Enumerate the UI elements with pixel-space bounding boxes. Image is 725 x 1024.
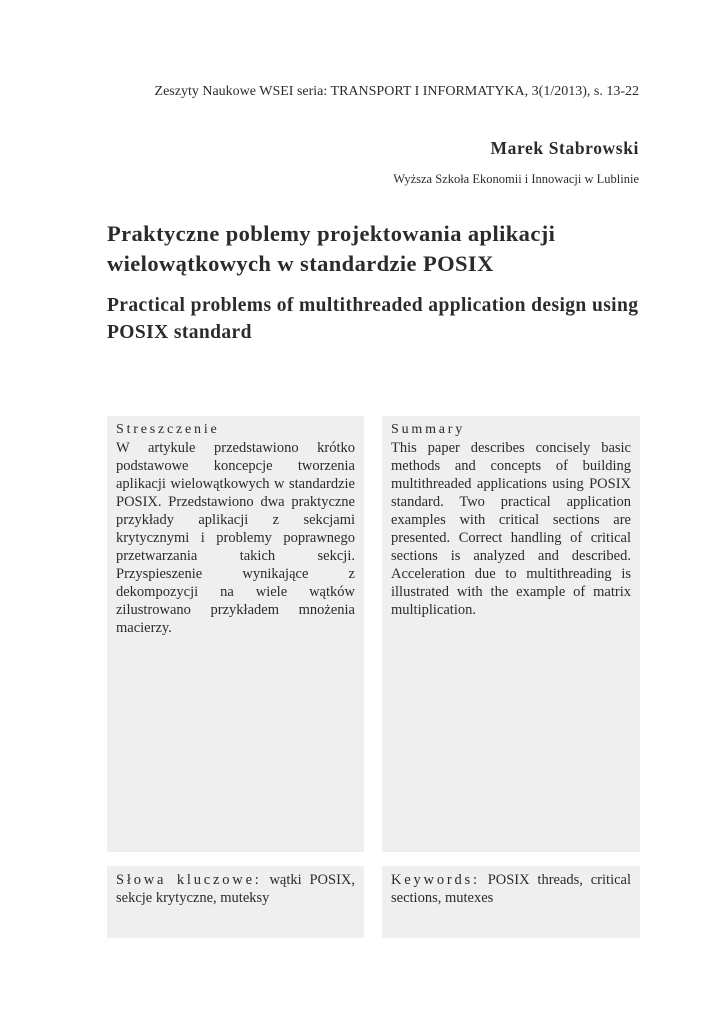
keywords-english-text: POSIX threads, critical sections, mutexes	[391, 872, 632, 906]
keywords-english-label: Keywords:	[391, 872, 480, 888]
abstract-english-text: This paper describes concisely basic methods and concepts of building multithreaded applications using POSIX standard. Two practical application examples with critical sections are presented. Correct handling of critical sections is analyzed and described. Acceleration due to multithreading is illustrated with the example of matrix multiplication.	[391, 440, 631, 618]
title-english: Practical problems of multithreaded application design using POSIX standard	[107, 295, 639, 343]
abstract-english-heading: Summary	[391, 422, 466, 437]
keywords-polish-text: wątki POSIX, sekcje krytyczne, muteksy	[116, 872, 355, 906]
keywords-english-box	[382, 866, 640, 938]
keywords-polish-box	[107, 866, 364, 938]
title-polish: Praktyczne poblemy projektowania aplikacji wielowątkowych w standardzie POSIX	[107, 221, 556, 276]
abstract-polish-heading: Streszczenie	[116, 422, 220, 437]
abstract-polish-box	[107, 416, 364, 852]
journal-citation: Zeszyty Naukowe WSEI seria: TRANSPORT I INFORMATYKA, 3(1/2013), s. 13-22	[154, 84, 639, 99]
author-affiliation: Wyższa Szkoła Ekonomii i Innowacji w Lublinie	[393, 172, 639, 186]
author-name: Marek Stabrowski	[490, 138, 639, 158]
abstract-polish-text: W artykule przedstawiono krótko podstawowe koncepcje tworzenia aplikacji wielowątkowych w standardzie POSIX. Przedstawiono dwa praktyczne przykłady aplikacji z sekcjami krytycznymi i problemy poprawnego przetwarzania takich sekcji. Przyspieszenie wynikające z dekompozycji na wiele wątków zilustrowano przykładem mnożenia macierzy.	[116, 440, 355, 636]
keywords-polish-label: Słowa kluczowe:	[116, 872, 262, 888]
abstract-english-box	[382, 416, 640, 852]
